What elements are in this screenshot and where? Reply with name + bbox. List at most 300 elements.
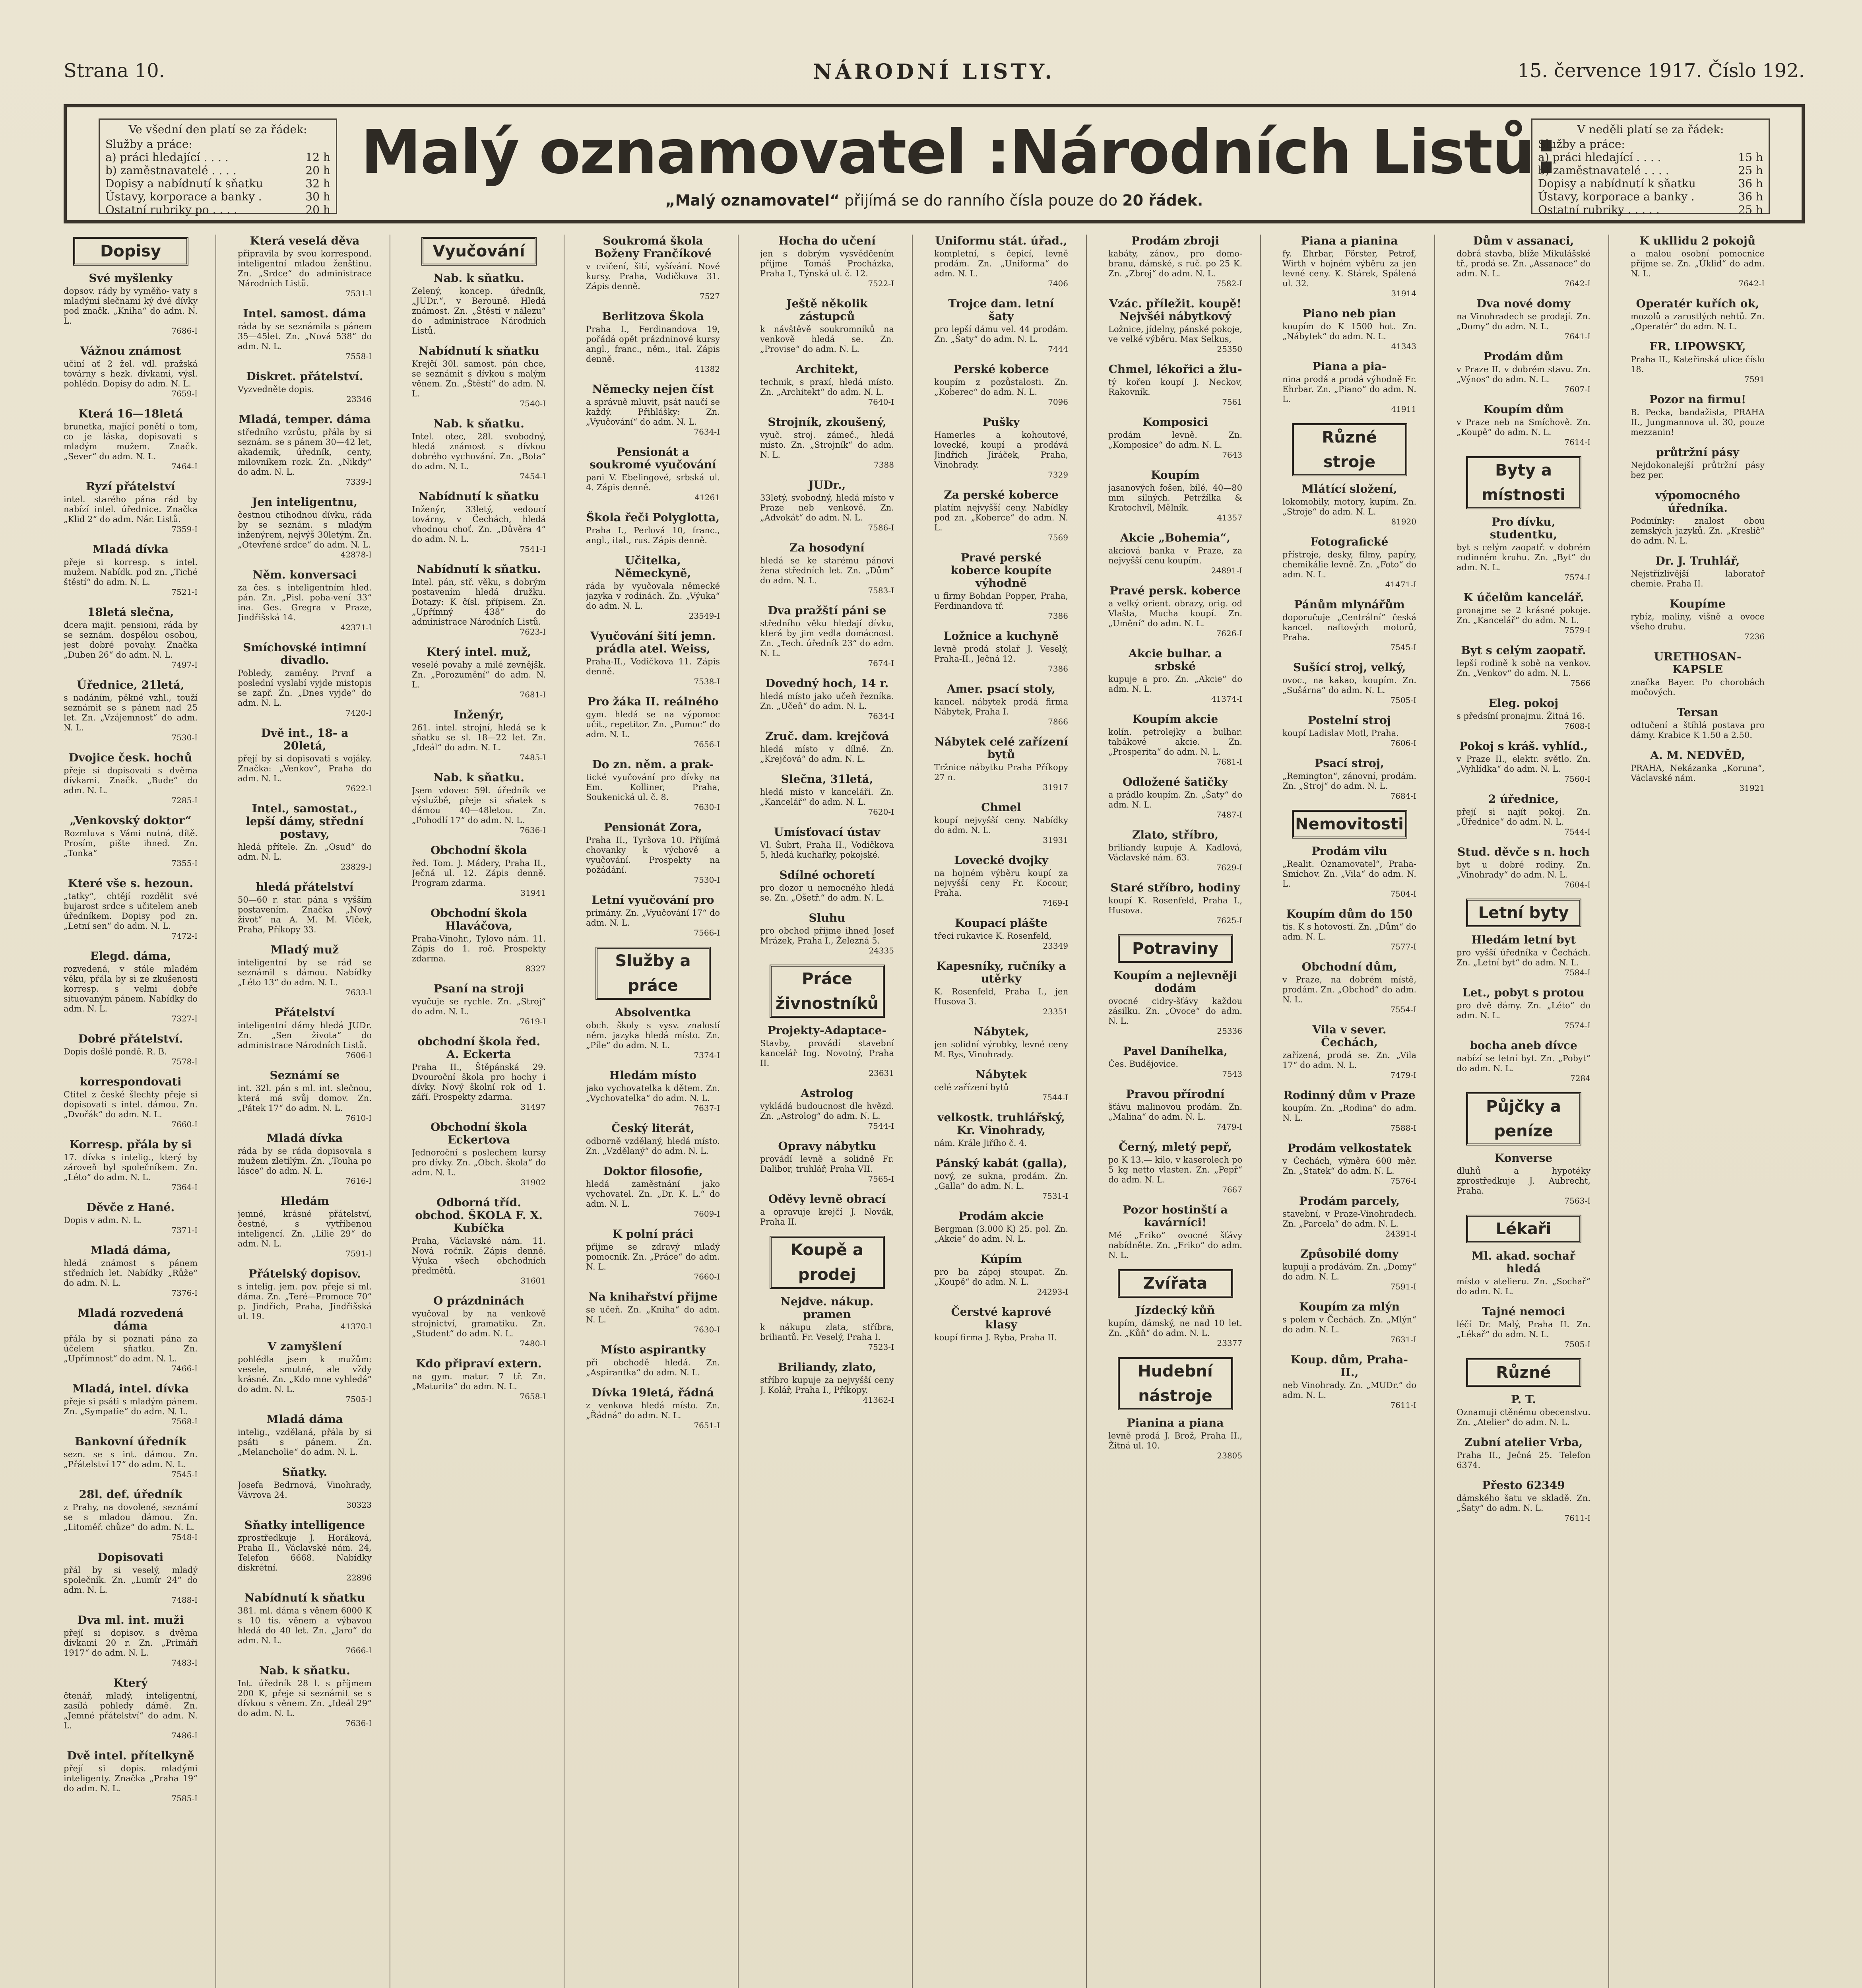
ad-text: Nejstřízlivější laboratoř chemie. Praha II.: [1631, 569, 1765, 588]
ad-text: „tatky“, chtějí rozdělit své bujarost srdce s učitelem aneb úředníkem. Dopisy pod zn. „Letní sen“ do adm. N. L.: [64, 891, 198, 931]
ad-heading: Který: [113, 1676, 148, 1689]
classified-ad: [586, 383, 720, 437]
classified-ad: [238, 1132, 372, 1186]
classified-ad: [760, 826, 894, 860]
ad-text: nina prodá a prodá výhodně Fr. Ehrbar. Zn. „Piano“ do adm. N. L.: [1282, 375, 1416, 404]
classified-ad: [1108, 1304, 1242, 1348]
rate-row: [105, 138, 330, 151]
ad-code: 7630-I: [694, 802, 720, 812]
classified-ad: [934, 489, 1068, 543]
ad-text: s nadáním, pěkné vzhl., touží seznámit se s pánem nad 25 let. Zn. „Vzájemnost“ do adm. N. L.: [64, 693, 198, 732]
ad-text: přejí si najít pokoj. Zn. „Úřednice“ do adm. N. L.: [1457, 807, 1590, 827]
classified-ad: [586, 894, 720, 938]
ad-heading: Pro žáka II. reálného: [587, 695, 719, 708]
classified-ad: [1108, 776, 1242, 820]
rate-price: 15 h: [1738, 151, 1763, 164]
ad-text: Inženýr, 33letý, vedoucí továrny, v Čechách, hledá vhodnou choť. Zn. „Důvěra 4“ do adm. N. L.: [412, 505, 546, 544]
ad-text: přejí by si dopisovati s vojáky. Značka: „Venkov“, Praha do adm. N. L.: [238, 754, 372, 783]
section-heading: Vyučování: [421, 237, 537, 266]
classified-ad: [1282, 757, 1416, 801]
ad-code: 7591-I: [345, 1249, 372, 1258]
classified-ad: [1282, 598, 1416, 652]
ad-column: [1457, 235, 1590, 1988]
ad-heading: Ml. akad. sochař hledá: [1472, 1249, 1575, 1275]
column-rule: [912, 235, 913, 1988]
ad-heading: bocha aneb dívce: [1470, 1039, 1577, 1052]
ad-text: kabáty, zánov., pro domo- branu, dámské, s ruč. po 25 K. Zn. „Zbroj“ do adm. N. L.: [1108, 249, 1242, 278]
weekday-rates: [99, 118, 337, 214]
ad-text: lepší rodině k sobě na venkov. Zn. „Venkov“ do adm. N. L.: [1457, 658, 1590, 678]
ad-text: Int. úředník 28 l. s příjmem 200 K, přeje si seznámit se s dívkou s věnem. Zn. „Ideál 29“ do adm. N. L.: [238, 1679, 372, 1718]
rate-label: b) zaměstnavatelé . . . .: [1538, 164, 1669, 177]
ad-heading: Koupím dům: [1483, 403, 1564, 416]
ad-code: 7620-I: [868, 807, 894, 817]
ad-text: veselé povahy a milé zevnějšk. Zn. „Porozumění“ do adm. N. L.: [412, 660, 546, 689]
ad-heading: Absolventka: [615, 1006, 691, 1019]
ad-text: odtučení a štíhlá postava pro dámy. Krabice K 1.50 a 2.50.: [1631, 720, 1765, 740]
ad-text: ráda by se seznámila s pánem 35—45let. Zn. „Nová 538“ do adm. N. L.: [238, 322, 372, 351]
classified-ad: [1457, 697, 1590, 731]
ad-code: 7681-I: [520, 690, 546, 699]
ad-heading: Mladá dívka: [92, 543, 169, 556]
rate-price: 32 h: [305, 177, 330, 190]
rate-row: [1538, 203, 1763, 216]
ad-heading: Akcie „Bohemia“,: [1120, 531, 1231, 544]
ad-heading: obchodní škola řed. A. Eckerta: [417, 1035, 540, 1061]
classified-ad: [238, 1268, 372, 1332]
classified-ad: [412, 490, 546, 554]
classified-ad: [760, 677, 894, 721]
ad-heading: 18letá slečna,: [87, 606, 174, 619]
classified-ad: [1457, 1039, 1590, 1083]
ad-code: 7609-I: [694, 1209, 720, 1219]
ad-text: přijme se zdravý mladý pomocník. Zn. „Práce“ do adm. N. L.: [586, 1242, 720, 1272]
classified-ad: [934, 1157, 1068, 1201]
ad-heading: Pušky: [983, 415, 1020, 429]
ad-heading: Černý, mletý pepř,: [1119, 1140, 1232, 1153]
classified-ad: [1282, 661, 1416, 705]
ad-heading: Ryzí přátelství: [86, 480, 175, 493]
ad-code: 7568-I: [171, 1417, 198, 1426]
classified-ad: [238, 802, 372, 872]
classified-ad: [412, 982, 546, 1027]
ad-text: kompletní, s čepicí, levně prodám. Zn. „Uniforma“ do adm. N. L.: [934, 249, 1068, 278]
classified-ad: [64, 814, 198, 868]
ad-text: koupím z pozůstalosti. Zn. „Koberec“ do adm. N. L.: [934, 377, 1068, 397]
ad-heading: Dvě int., 18- a 20letá,: [261, 726, 349, 752]
ad-heading: Nab. k sňatku.: [259, 1664, 350, 1677]
banner-title: Malý oznamovatel :Národních Listů:: [361, 117, 1558, 187]
section-heading: Potraviny: [1118, 934, 1233, 963]
ad-code: 7866: [1048, 717, 1068, 726]
ad-heading: Piano neb pian: [1303, 307, 1396, 320]
banner-subtitle: [361, 192, 1507, 209]
ad-code: 41370-I: [340, 1322, 372, 1331]
classified-ad: [1457, 1436, 1590, 1470]
ad-code: 7633-I: [345, 988, 372, 997]
classified-ad: [760, 297, 894, 354]
ad-column: [238, 235, 372, 1988]
ad-text: stříbro kupuje za nejvyšší ceny J. Kolář, Praha I., Příkopy.: [760, 1375, 894, 1395]
ad-code: 24891-I: [1211, 566, 1242, 575]
classified-ad: [586, 1165, 720, 1219]
ad-heading: Prodám vilu: [1311, 845, 1387, 858]
ad-heading: Mladá dáma,: [90, 1244, 171, 1257]
classified-ad: [1631, 489, 1765, 546]
ad-heading: Dr. J. Truhlář,: [1655, 554, 1740, 567]
ad-code: 23351: [1043, 1007, 1068, 1016]
ad-heading: Své myšlenky: [89, 272, 173, 285]
ad-text: Vyzvedněte dopis.: [238, 384, 314, 394]
classified-ad: [1457, 740, 1590, 784]
rate-label: Ústavy, korporace a banky .: [105, 190, 262, 203]
ad-text: B. Pecka, bandažista, PRAHA II., Jungmannova ul. 30, pouze mezzanin!: [1631, 408, 1765, 437]
ad-heading: Nabídnutí k sňatku: [244, 1591, 365, 1604]
rate-row: [1538, 177, 1763, 190]
ad-code: 30323: [346, 1500, 372, 1510]
ad-code: 7629-I: [1216, 863, 1242, 872]
ad-text: za čes. s inteligentním hled. pán. Zn. „Pisl. poba-vení 33“ ina. Ges. Gregra v Praze, Jindřišská 14.: [238, 583, 372, 622]
classified-ad: [586, 821, 720, 885]
ad-code: 7606-I: [345, 1050, 372, 1060]
ad-code: 7591: [1744, 375, 1765, 384]
ad-code: 7634-I: [868, 711, 894, 721]
ad-code: 7583-I: [868, 586, 894, 595]
classified-ad: [1108, 713, 1242, 767]
ad-heading: Pravé perské koberce koupíte výhodně: [950, 551, 1052, 590]
ad-heading: Přátelství: [275, 1006, 335, 1019]
section-heading: Různé: [1466, 1358, 1581, 1387]
ad-code: 7522-I: [868, 279, 894, 288]
ad-code: 7611-I: [1564, 1513, 1590, 1523]
ad-heading: Prodám zbroji: [1131, 235, 1220, 247]
ad-code: 7371-I: [171, 1225, 198, 1235]
ad-heading: Odborná tříd. obchod. ŠKOLA F. X. Kubíčka: [415, 1196, 543, 1235]
classified-ad: [238, 944, 372, 998]
ad-text: 381. ml. dáma s věnem 6000 K s 10 tis. věnem a výbavou hledá do 40 let. Zn. „Jaro“ do adm. N. L.: [238, 1606, 372, 1645]
classified-ad: [934, 960, 1068, 1017]
ad-heading: K účelům kancelář.: [1463, 591, 1584, 604]
ad-text: rozvedená, v stále mladém věku, přála by si ze zkušenosti korresp. s velmi dobře situovaným pánem. Nabídky do adm. N. L.: [64, 964, 198, 1013]
subtitle-text: přijímá se do ranního čísla pouze do: [844, 192, 1118, 209]
ad-heading: Amer. psací stoly,: [947, 682, 1056, 695]
ad-text: jasanových fošen, bílé, 40—80 mm silných. Petržílka & Kratochvíl, Mělník.: [1108, 483, 1242, 513]
ad-heading: Škola řeči Polyglotta,: [586, 511, 720, 524]
ad-text: 33letý, svobodný, hledá místo v Praze neb venkově. Zn. „Advokát“ do adm. N. L.: [760, 493, 894, 522]
ad-text: Josefa Bedrnová, Vinohrady, Vávrova 24.: [238, 1480, 372, 1500]
ad-column: [586, 235, 720, 1988]
ad-code: 23377: [1217, 1338, 1242, 1348]
ad-heading: Lovecké dvojky: [954, 854, 1048, 867]
ad-text: dobrá stavba, blíže Mikulášské tř., prodá se. Zn. „Assanace“ do adm. N. L.: [1457, 249, 1590, 278]
ad-heading: Piana a pia-: [1312, 360, 1387, 373]
classified-ad: [412, 345, 546, 409]
ad-heading: Pánský kabát (galla),: [935, 1157, 1067, 1170]
classified-ad: [1631, 446, 1765, 480]
ad-code: 7327-I: [171, 1014, 198, 1023]
ad-code: 41357: [1217, 513, 1242, 522]
classified-ad: [1108, 1141, 1242, 1195]
ad-code: 7530-I: [694, 875, 720, 885]
rate-price: 25 h: [1738, 164, 1763, 177]
ad-heading: Vzác. příležit. koupě! Nejvšéi nábytkový: [1109, 297, 1241, 323]
ad-heading: Tersan: [1677, 706, 1718, 719]
ad-code: 7584-I: [1564, 968, 1590, 977]
classified-ad: [64, 1551, 198, 1605]
ad-text: intelig., vzdělaná, přála by si psáti s pánem. Zn. „Melancholie“ do adm. N. L.: [238, 1427, 372, 1457]
ad-heading: Chmel: [981, 801, 1021, 814]
ad-code: 7541-I: [520, 544, 546, 554]
ad-code: 7614-I: [1564, 437, 1590, 447]
classified-ad: [238, 1340, 372, 1404]
classified-ad: [760, 730, 894, 764]
ad-code: 7566: [1570, 678, 1590, 688]
ad-heading: O prázdninách: [433, 1294, 524, 1307]
ad-heading: Koupím a nejlevněji dodám: [1113, 969, 1237, 995]
ad-heading: Dům v assanaci,: [1473, 235, 1574, 247]
ad-heading: Astrolog: [801, 1087, 853, 1100]
ad-code: 7558-I: [345, 351, 372, 361]
ad-text: koupí nejvyšší ceny. Nabídky do adm. N. L.: [934, 815, 1068, 835]
rate-row: [105, 151, 330, 164]
ad-code: 7686-I: [171, 326, 198, 336]
classified-ad: [64, 480, 198, 534]
ad-code: 25350: [1217, 344, 1242, 354]
classified-ad: [760, 773, 894, 817]
ad-text: a správně mluvit, psát naučí se každý. Přihlášky: Zn. „Vyučování“ do adm. N. L.: [586, 397, 720, 427]
classified-ad: [586, 695, 720, 749]
ad-heading: Hledám: [280, 1194, 329, 1208]
ad-text: lokomobily, motory, kupím. Zn. „Stroje“ do adm. N. L.: [1282, 497, 1416, 516]
rate-label: a) práci hledající . . . .: [1538, 151, 1661, 164]
ad-heading: výpomocného úředníka.: [1655, 489, 1740, 514]
ad-code: 7579-I: [1564, 625, 1590, 635]
rate-row: [105, 203, 330, 216]
section-heading: Nemovitosti: [1292, 810, 1407, 839]
ad-code: 7586-I: [868, 523, 894, 532]
ad-code: 7574-I: [1564, 1021, 1590, 1030]
ad-text: Zelený, koncep. úředník, „JUDr.“, v Berouně. Hledá známost. Zn. „Štěstí v nálezu“ do administrace Národních Listů.: [412, 286, 546, 336]
ad-heading: Konverse: [1494, 1151, 1553, 1165]
ad-text: tý kořen koupí J. Neckov, Rakovník.: [1108, 377, 1242, 397]
ad-text: přeje si dopisovati s dvěma dívkami. Značk. „Bude“ do adm. N. L.: [64, 766, 198, 795]
classified-ad: [64, 1435, 198, 1479]
ad-code: 41471-I: [1385, 580, 1416, 589]
ad-heading: Byt s celým zaopatř.: [1461, 644, 1586, 657]
ad-heading: Architekt,: [795, 363, 859, 376]
ad-code: 7591-I: [1390, 1282, 1416, 1291]
classified-ad: [760, 1361, 894, 1405]
ad-code: 42371-I: [340, 623, 372, 632]
classified-ad: [412, 1357, 546, 1402]
classified-ad: [64, 345, 198, 399]
ad-text: vykládá budoucnost dle hvězd. Zn. „Astrolog“ do adm. N. L.: [760, 1101, 894, 1121]
ad-text: brunetka, mající ponětí o tom, co je láska, dopisovati s mladým mužem. Značk. „Sever“ do adm. N. L.: [64, 422, 198, 461]
ad-code: 7523-I: [868, 1342, 894, 1352]
ad-heading: Nábytek celé zařízení bytů: [934, 735, 1068, 761]
ad-code: 23349: [1043, 941, 1068, 951]
ad-text: jako vychovatelka k dětem. Zn. „Vychovatelka“ do adm. N. L.: [586, 1083, 720, 1103]
ad-code: 7560-I: [1564, 774, 1590, 784]
ad-text: fy. Ehrbar, Förster, Petrof, Wirth v hojném výběru za jen levné ceny. K. Stárek, Spálená ul. 32.: [1282, 249, 1416, 288]
newspaper-name: NÁRODNÍ LISTY.: [813, 60, 1055, 84]
rate-price: 36 h: [1738, 190, 1763, 203]
ad-heading: Staré stříbro, hodiny: [1110, 881, 1240, 894]
ad-text: přeje si psáti s mladým pánem. Zn. „Sympatie“ do adm. N. L.: [64, 1397, 198, 1416]
classified-ad: [934, 854, 1068, 908]
ad-text: int. 32l. pán s ml. int. slečnou, která má svůj domov. Zn. „Pátek 17“ do adm. N. L.: [238, 1083, 372, 1113]
classified-ad: [1457, 1305, 1590, 1349]
ad-text: Podmínky: znalost obou zemských jazyků. Zn. „Kreslič“ do adm. N. L.: [1631, 516, 1765, 546]
ad-code: 25336: [1217, 1026, 1242, 1036]
ad-heading: Kdo připraví extern.: [416, 1357, 542, 1370]
ad-heading: velkostk. truhlářský, Kr. Vinohrady,: [937, 1111, 1065, 1137]
rate-price: 30 h: [305, 190, 330, 203]
classified-ad: [1457, 793, 1590, 837]
ad-text: Oznamuji ctěnému obecenstvu. Zn. „Atelier“ do adm. N. L.: [1457, 1408, 1590, 1427]
ad-text: briliandy kupuje A. Kadlová, Václavské nám. 63.: [1108, 843, 1242, 862]
ad-heading: Český literát,: [611, 1122, 694, 1135]
classified-ad: [1282, 235, 1416, 299]
subtitle-quote: „Malý oznamovatel“: [665, 192, 840, 209]
ad-text: doporučuje „Centrální“ česká kancel. naftových motorů, Praha.: [1282, 613, 1416, 642]
ad-heading: Intel. samost. dáma: [243, 307, 367, 320]
ad-text: obch. školy s vysv. znalostí něm. jazyka hledá místo. Zn. „Píle“ do adm. N. L.: [586, 1021, 720, 1050]
classified-ad: [934, 1253, 1068, 1297]
classified-ad: [412, 563, 546, 637]
ad-code: 7623-I: [520, 627, 546, 637]
ad-code: 7630-I: [694, 1325, 720, 1334]
rate-label: b) zaměstnavatelé . . . .: [105, 164, 237, 177]
ad-heading: K polní práci: [612, 1227, 694, 1241]
ad-heading: Hocha do učení: [778, 235, 876, 247]
ad-heading: „Venkovský doktor“: [70, 814, 192, 827]
ad-column: [64, 235, 198, 1988]
ad-code: 7329: [1048, 470, 1068, 480]
classified-ad: [586, 1291, 720, 1335]
classified-ad: [760, 604, 894, 668]
classified-ad: [760, 912, 894, 956]
ad-code: 31902: [520, 1178, 546, 1187]
ad-code: 7658-I: [520, 1392, 546, 1401]
ad-code: 7674-I: [868, 658, 894, 668]
classified-ad: [64, 408, 198, 472]
section-heading: Dopisy: [73, 237, 188, 266]
ad-text: přála by si poznati pána za účelem sňatku. Zn. „Upřímnost“ do adm. N. L.: [64, 1334, 198, 1363]
classified-ad: [1108, 469, 1242, 523]
ad-heading: Nab. k sňatku.: [433, 417, 524, 430]
rate-label: Služby a práce:: [1538, 138, 1625, 151]
ad-heading: Bankovní úředník: [75, 1435, 186, 1448]
ad-code: 7386: [1048, 611, 1068, 621]
ad-text: čestnou ctihodnou dívku, ráda by se seznám. s mladým inženýrem, nejvýš 30letým. Zn. „Otevřené srdce“ do adm. N. L.: [238, 510, 372, 549]
classified-ad: [64, 1201, 198, 1235]
classified-ad: [760, 1140, 894, 1184]
ad-code: 7543: [1222, 1069, 1242, 1079]
ad-code: 8327: [526, 964, 546, 973]
ad-text: odborně vzdělaný, hledá místo. Zn. „Vzdělaný“ do adm. N. L.: [586, 1136, 720, 1156]
rate-row: [105, 177, 330, 190]
ad-code: 7466-I: [171, 1364, 198, 1373]
rate-label: Dopisy a nabídnutí k sňatku: [1538, 177, 1696, 190]
ad-heading: Ložnice a kuchyně: [943, 629, 1059, 643]
ad-heading: Soukromá škola Boženy Frančíkové: [594, 235, 712, 260]
ad-code: 7636-I: [520, 825, 546, 835]
ad-text: koupím do K 1500 hot. Zn. „Nábytek“ do adm. N. L.: [1282, 322, 1416, 341]
classified-ad: [1631, 340, 1765, 384]
classified-ad: [1457, 934, 1590, 978]
ad-text: kupuje a pro. Zn. „Akcie“ do adm. N. L.: [1108, 674, 1242, 694]
classified-ad: [238, 1519, 372, 1583]
column-rule: [1260, 235, 1261, 1988]
ad-code: 7464-I: [171, 462, 198, 471]
ad-text: léčí Dr. Malý, Praha II. Zn. „Lékař“ do adm. N. L.: [1457, 1320, 1590, 1339]
ad-code: 31921: [1739, 783, 1765, 793]
ad-heading: Pavel Daníhelka,: [1123, 1044, 1228, 1058]
ad-text: Bergman (3.000 K) 25. pol. Zn. „Akcie“ do adm. N. L.: [934, 1224, 1068, 1244]
classified-ad: [934, 801, 1068, 845]
ad-text: kolín. petrolejky a bulhar. tabákové akcie. Zn. „Prosperita“ do adm. N. L.: [1108, 727, 1242, 757]
ad-code: 7530-I: [171, 733, 198, 742]
ad-heading: Pokoj s kráš. vyhlíd.,: [1459, 740, 1588, 753]
classified-ad: [1457, 644, 1590, 688]
classified-ad: [1631, 555, 1765, 589]
issue-date: 15. července 1917. Číslo 192.: [1517, 60, 1805, 82]
subtitle-limit: 20 řádek.: [1122, 192, 1203, 209]
ad-code: 7472-I: [171, 931, 198, 941]
ad-heading: Dvojice česk. hochů: [69, 751, 192, 764]
classified-ad: [934, 416, 1068, 480]
ad-code: 7406: [1048, 279, 1068, 288]
ad-text: přejí si dopis. mladými inteligenty. Značka „Praha 19“ do adm. N. L.: [64, 1764, 198, 1793]
ad-text: pro dvě dámy. Zn. „Léto“ do adm. N. L.: [1457, 1001, 1590, 1020]
ad-code: 7486-I: [171, 1731, 198, 1740]
classified-ad: [1457, 1479, 1590, 1523]
ad-code: 7355-I: [171, 858, 198, 868]
ad-text: provádí levně a solidně Fr. Dalibor, truhlář, Praha VII.: [760, 1154, 894, 1174]
section-heading: Byty a místnosti: [1466, 456, 1581, 509]
classified-ad: [64, 1138, 198, 1192]
ad-heading: Prodám dům: [1483, 350, 1564, 363]
ad-heading: Trojce dam. letní šaty: [948, 297, 1054, 323]
rates-heading: V neděli platí se za řádek:: [1577, 123, 1724, 136]
ad-text: a malou osobní pomocnice přijme se. Zn. „Úklid“ do adm. N. L.: [1631, 249, 1765, 278]
ad-heading: Pozor hostinští a kavárníci!: [1123, 1203, 1228, 1229]
classified-ad: [412, 844, 546, 898]
ad-code: 7544-I: [868, 1121, 894, 1131]
ad-heading: Obchodní škola: [431, 844, 527, 857]
classified-ad: [760, 363, 894, 407]
ad-heading: Pianina a piana: [1127, 1416, 1224, 1429]
classified-ad: [1282, 961, 1416, 1015]
ad-text: hledá místo jako učeň řezníka. Zn. „Učeň“ do adm. N. L.: [760, 691, 894, 711]
ad-code: 7527: [700, 291, 720, 301]
ad-code: 7566-I: [694, 928, 720, 938]
ad-code: 41382: [694, 364, 720, 374]
classified-ad: [760, 1024, 894, 1078]
classified-ad: [64, 1614, 198, 1668]
classified-ad: [1282, 1089, 1416, 1133]
ad-heading: Za hosodyní: [789, 541, 865, 554]
ad-text: v Praze, na dobrém místě, prodám. Zn. „Obchod“ do adm. N. L.: [1282, 975, 1416, 1004]
ad-text: na hojném výběru koupí za nejvyšší ceny Fr. Kocour, Praha.: [934, 868, 1068, 898]
ad-code: 7608-I: [1564, 721, 1590, 731]
ad-code: 7504-I: [1390, 889, 1416, 899]
ad-code: 41374-I: [1211, 694, 1242, 704]
classified-ad: [760, 1295, 894, 1352]
ad-heading: Nejdve. nákup. pramen: [780, 1295, 874, 1321]
ad-heading: Nabídnutí k sňatku.: [416, 563, 541, 576]
